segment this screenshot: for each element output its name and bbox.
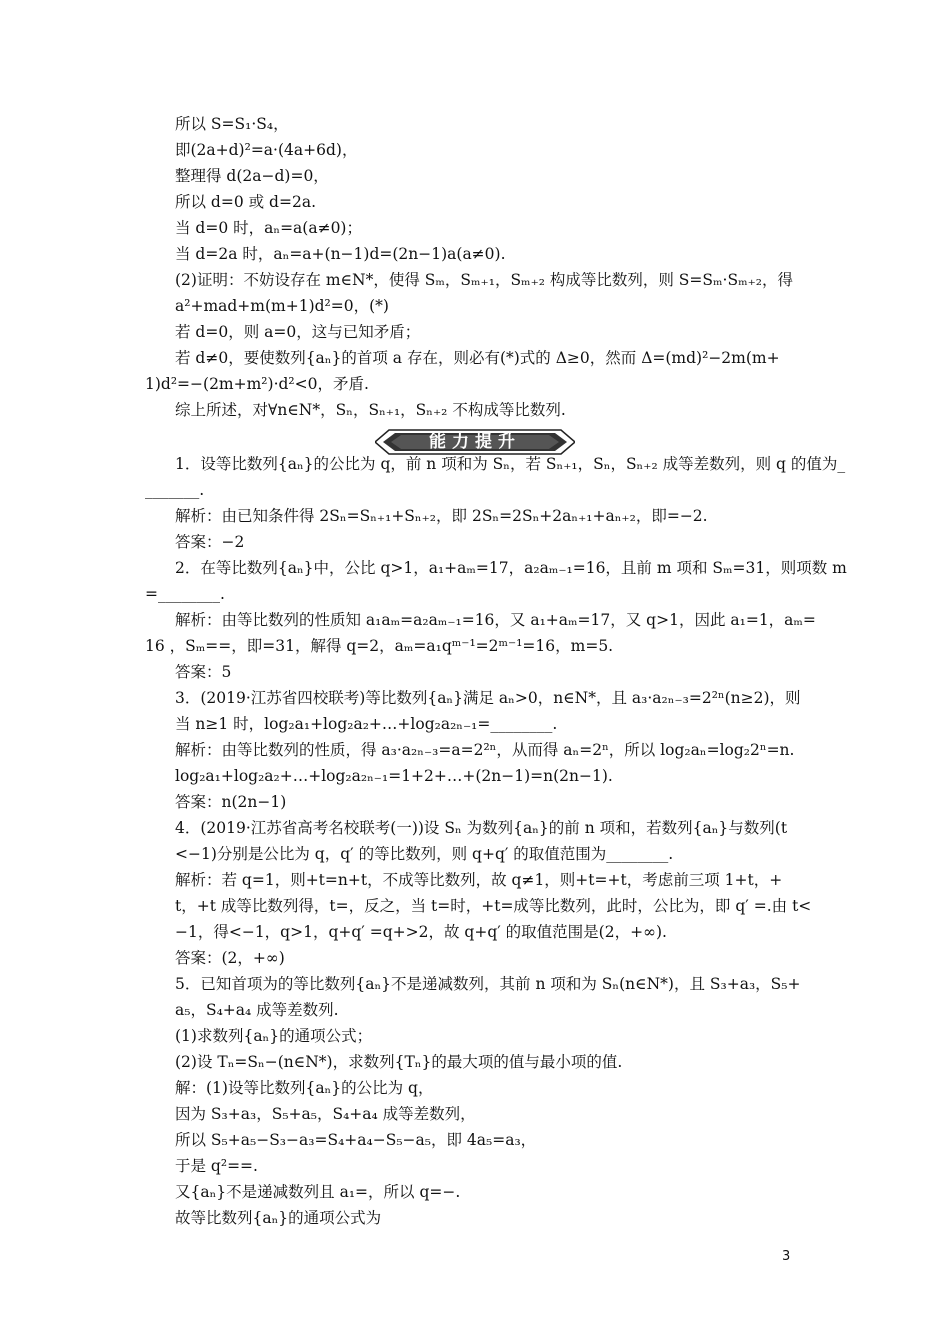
text-line: 当 n≥1 时，log₂a₁+log₂a₂+…+log₂a₂ₙ₋₁=________.: [175, 715, 558, 733]
text-line: _______.: [145, 481, 205, 499]
text-line: 所以 S₅+a₅−S₃−a₃=S₄+a₄−S₅−a₅，即 4a₅=a₃，: [175, 1131, 537, 1149]
page-number: 3: [782, 1249, 791, 1264]
text-line: t，+t 成等比数列得，t=，反之，当 t=时，+t=成等比数列，此时，公比为，即 q′ =.由 t<: [175, 897, 812, 915]
text-line: 1．设等比数列{aₙ}的公比为 q，前 n 项和为 Sₙ，若 Sₙ₊₁，Sₙ，Sₙ₊₂ 成等差数列，则 q 的值为_: [175, 455, 846, 473]
text-line: 于是 q²==.: [175, 1157, 258, 1175]
text-line: 当 d=2a 时，aₙ=a+(n−1)d=(2n−1)a(a≠0).: [175, 245, 506, 263]
text-line: 综上所述，对∀n∈N*，Sₙ，Sₙ₊₁，Sₙ₊₂ 不构成等比数列.: [175, 401, 566, 419]
text-line: 5．已知首项为的等比数列{aₙ}不是递减数列，其前 n 项和为 Sₙ(n∈N*)，且 S₃+a₃，S₅+: [175, 975, 801, 993]
text-line: a²+mad+m(m+1)d²=0，(*): [175, 297, 389, 315]
text-line: 因为 S₃+a₃，S₅+a₅，S₄+a₄ 成等差数列，: [175, 1105, 476, 1123]
text-line: 答案：−2: [175, 533, 245, 551]
text-line: 答案：n(2n−1): [175, 793, 287, 811]
text-line: 解析：由已知条件得 2Sₙ=Sₙ₊₁+Sₙ₊₂，即 2Sₙ=2Sₙ+2aₙ₊₁+aₙ₊₂，即=−2.: [175, 507, 708, 525]
text-line: 所以 S=S₁·S₄，: [175, 115, 289, 133]
text-line: 解析：由等比数列的性质，得 a₃·a₂ₙ₋₃=a=2²ⁿ，从而得 aₙ=2ⁿ，所以 log₂aₙ=log₂2ⁿ=n.: [175, 741, 795, 759]
text-line: 解析：若 q=1，则+t=n+t，不成等比数列，故 q≠1，则+t=+t，考虑前三项 1+t，+: [175, 871, 783, 889]
text-line: (1)求数列{aₙ}的通项公式；: [175, 1027, 373, 1045]
text-line: (2)设 Tₙ=Sₙ−(n∈N*)，求数列{Tₙ}的最大项的值与最小项的值.: [175, 1053, 623, 1071]
text-line: <−1)分别是公比为 q，q′ 的等比数列，则 q+q′ 的取值范围为________.: [175, 845, 674, 863]
text-line: 解：(1)设等比数列{aₙ}的公比为 q，: [175, 1079, 434, 1097]
text-line: 3．(2019·江苏省四校联考)等比数列{aₙ}满足 aₙ>0，n∈N*，且 a₃·a₂ₙ₋₃=2²ⁿ(n≥2)，则: [175, 689, 801, 707]
text-line: 16 ，Sₘ==，即=31，解得 q=2，aₘ=a₁qᵐ⁻¹=2ᵐ⁻¹=16，m=5.: [145, 637, 614, 655]
section-title: 能力提升: [429, 432, 521, 452]
text-line: 又{aₙ}不是递减数列且 a₁=，所以 q=−.: [175, 1183, 461, 1201]
text-line: 解析：由等比数列的性质知 a₁aₘ=a₂aₘ₋₁=16，又 a₁+aₘ=17，又 q>1，因此 a₁=1，aₘ=: [175, 611, 816, 629]
text-line: a₅，S₄+a₄ 成等差数列.: [175, 1001, 339, 1019]
text-line: 所以 d=0 或 d=2a.: [175, 193, 316, 211]
text-line: 答案：5: [175, 663, 232, 681]
text-line: 2．在等比数列{aₙ}中，公比 q>1，a₁+aₘ=17，a₂aₘ₋₁=16，且前 m 项和 Sₘ=31，则项数 m: [175, 559, 847, 577]
section-banner: [375, 428, 575, 456]
text-line: log₂a₁+log₂a₂+…+log₂a₂ₙ₋₁=1+2+…+(2n−1)=n(2n−1).: [175, 767, 613, 785]
text-line: −1，得<−1，q>1，q+q′ =q+>2，故 q+q′ 的取值范围是(2，+∞).: [175, 923, 667, 941]
text-line: 1)d²=−(2m+m²)·d²<0，矛盾.: [145, 375, 369, 393]
text-line: 故等比数列{aₙ}的通项公式为: [175, 1209, 382, 1227]
text-line: 若 d=0，则 a=0，这与已知矛盾；: [175, 323, 421, 341]
text-line: 答案：(2，+∞): [175, 949, 285, 967]
text-line: (2)证明：不妨设存在 m∈N*，使得 Sₘ，Sₘ₊₁，Sₘ₊₂ 构成等比数列，则 S=Sₘ·Sₘ₊₂，得: [175, 271, 793, 289]
text-line: 即(2a+d)²=a·(4a+6d)，: [175, 141, 358, 159]
text-line: 整理得 d(2a−d)=0，: [175, 167, 329, 185]
text-line: =________.: [145, 585, 225, 603]
text-line: 当 d=0 时，aₙ=a(a≠0)；: [175, 219, 362, 237]
text-line: 4．(2019·江苏省高考名校联考(一))设 Sₙ 为数列{aₙ}的前 n 项和，若数列{aₙ}与数列(t: [175, 819, 788, 837]
text-line: 若 d≠0，要使数列{aₙ}的首项 a 存在，则必有(*)式的 Δ≥0，然而 Δ=(md)²−2m(m+: [175, 349, 780, 367]
